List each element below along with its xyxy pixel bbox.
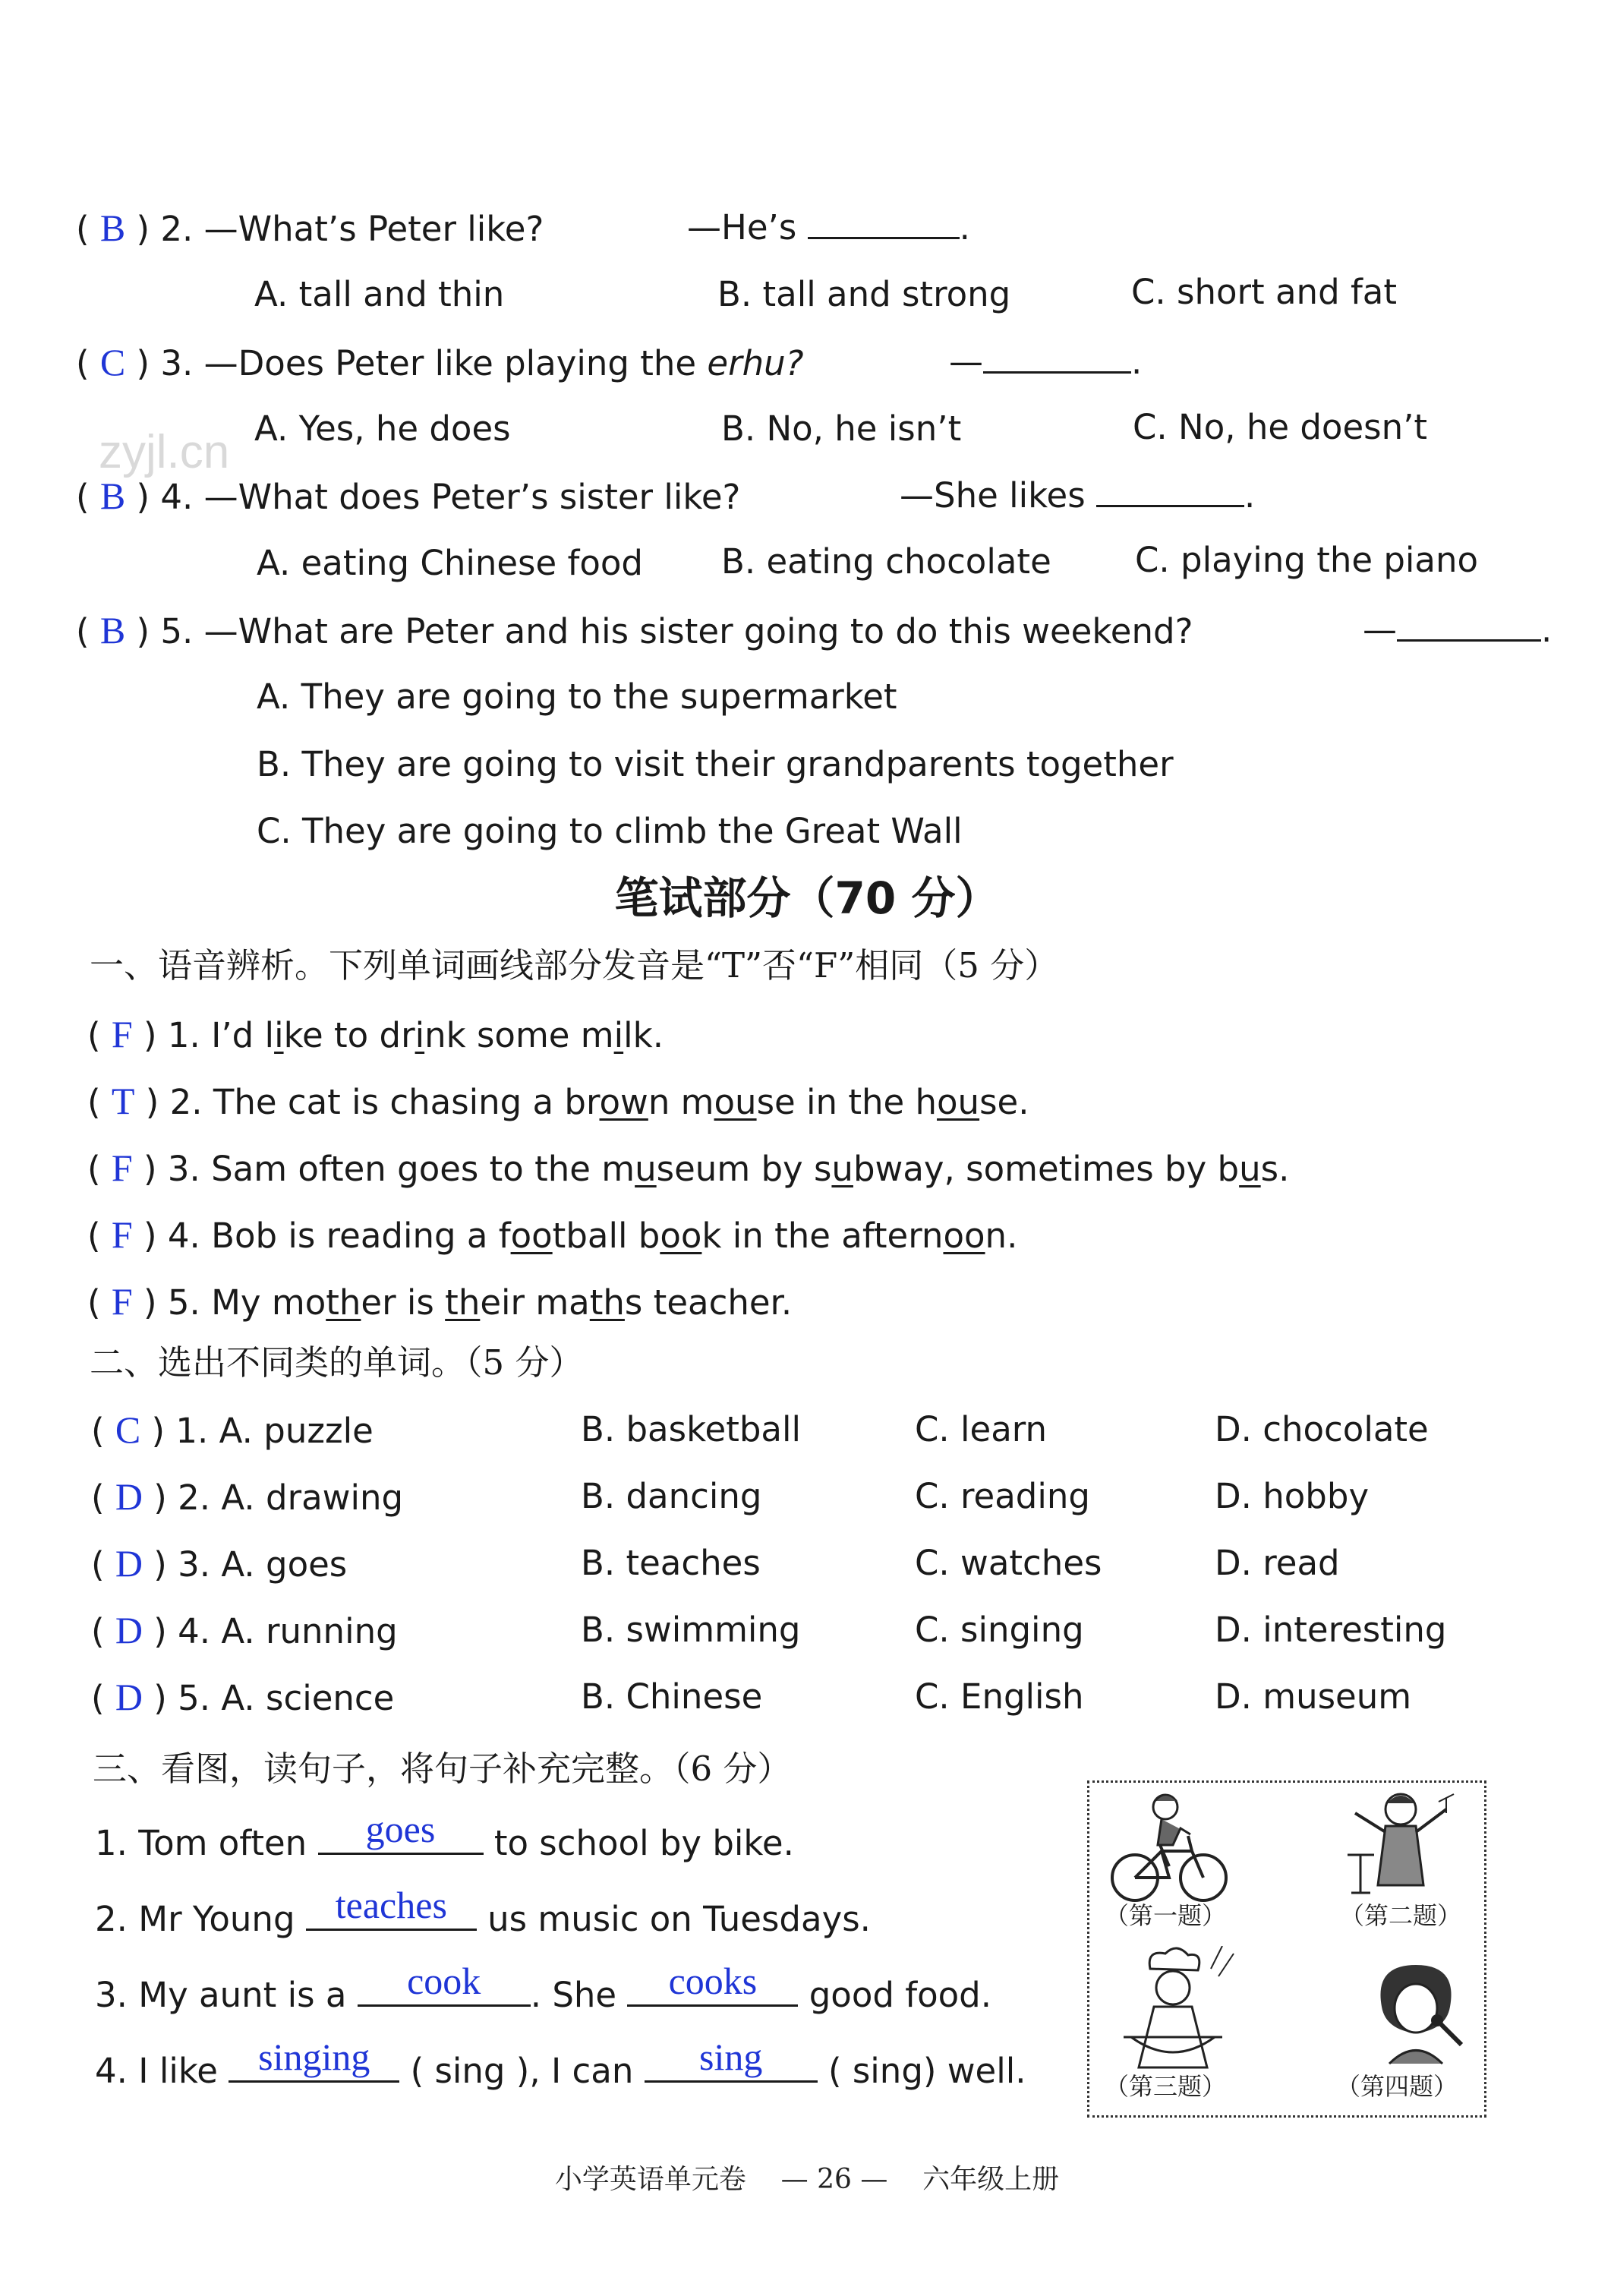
cook-illustration bbox=[1108, 1946, 1237, 2075]
caption-2: （第二题） bbox=[1340, 1901, 1462, 1930]
phonics-item: ( T ) 2. The cat is chasing a brown mouse in the house. bbox=[87, 1080, 1029, 1122]
option-c: C. No, he doesn’t bbox=[1133, 407, 1428, 447]
section-2-heading: 二、选出不同类的单词。（5 分） bbox=[90, 1342, 584, 1383]
sentence-1: 1. Tom often goes to school by bike. bbox=[95, 1808, 794, 1863]
sentence-4: 4. I like singing ( sing ), I can sing ( sing) well. bbox=[95, 2036, 1026, 2091]
question-5-line: ( B ) 5. —What are Peter and his sister going to do this weekend? bbox=[76, 609, 1193, 651]
option-a: A. Yes, he does bbox=[254, 408, 511, 449]
question-4-line: ( B ) 4. —What does Peter’s sister like? bbox=[76, 475, 741, 517]
phonics-item: ( F ) 1. I’d like to drink some milk. bbox=[87, 1013, 664, 1055]
sentence-3: 3. My aunt is a cook . She cooks good food. bbox=[95, 1960, 992, 2015]
option-c: C. short and fat bbox=[1131, 272, 1398, 312]
option-b: B. tall and strong bbox=[717, 274, 1011, 314]
singer-illustration bbox=[1359, 1961, 1473, 2067]
question-2-response: —He’s . bbox=[687, 205, 970, 251]
caption-3: （第三题） bbox=[1105, 2072, 1227, 2101]
answer: B bbox=[99, 475, 126, 517]
sentence-2: 2. Mr Young teaches us music on Tuesdays. bbox=[95, 1884, 871, 1939]
watermark: zyjl.cn bbox=[99, 426, 230, 478]
option-a: A. They are going to the supermarket bbox=[257, 676, 897, 717]
phonics-item: ( F ) 3. Sam often goes to the museum by subway, sometimes by bus. bbox=[87, 1146, 1290, 1189]
answer: B bbox=[99, 609, 126, 651]
question-4-response: —She likes . bbox=[900, 473, 1255, 519]
answer: C bbox=[99, 341, 126, 383]
phonics-item: ( F ) 5. My mother is their maths teacher. bbox=[87, 1280, 793, 1323]
section-1-heading: 一、语音辨析。下列单词画线部分发音是“T”否“F”相同（5 分） bbox=[90, 945, 1059, 986]
caption-1: （第一题） bbox=[1105, 1901, 1227, 1930]
option-a: A. eating Chinese food bbox=[257, 543, 643, 583]
answer: B bbox=[99, 207, 126, 249]
question-3-line: ( C ) 3. —Does Peter like playing the erhu? bbox=[76, 341, 804, 383]
page-footer: 小学英语单元卷 — 26 — 六年级上册 bbox=[554, 2164, 1060, 2195]
option-c: C. playing the piano bbox=[1135, 540, 1479, 580]
question-5-response: — . bbox=[1363, 607, 1552, 653]
option-c: C. They are going to climb the Great Wall bbox=[257, 811, 963, 851]
phonics-item: ( F ) 4. Bob is reading a football book in the afternoon. bbox=[87, 1213, 1018, 1256]
picture-box bbox=[1087, 1780, 1486, 2118]
question-2-line: ( B ) 2. —What’s Peter like? bbox=[76, 207, 544, 249]
option-b: B. No, he isn’t bbox=[721, 408, 962, 449]
option-b: B. eating chocolate bbox=[721, 541, 1051, 582]
option-b: B. They are going to visit their grandparents together bbox=[257, 744, 1174, 784]
caption-4: （第四题） bbox=[1336, 2072, 1458, 2101]
music-teacher-illustration bbox=[1332, 1787, 1461, 1908]
written-section-title: 笔试部分（70 分） bbox=[614, 872, 1000, 924]
boy-riding-bike-illustration bbox=[1108, 1790, 1230, 1904]
section-3-heading: 三、看图，读句子，将句子补充完整。（6 分） bbox=[93, 1749, 792, 1789]
question-3-response: — . bbox=[949, 339, 1142, 385]
option-a: A. tall and thin bbox=[254, 274, 505, 314]
